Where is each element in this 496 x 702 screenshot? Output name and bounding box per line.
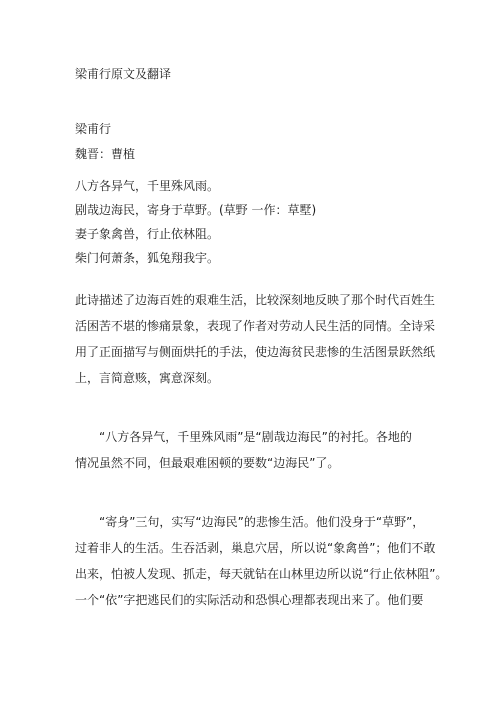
poem-line: 八方各异气，千里殊风雨。 bbox=[75, 179, 220, 193]
poem-line: 妻子象禽兽，行止依林阻。 bbox=[75, 227, 220, 241]
analysis-paragraph-line: 活困苦不堪的惨痛景象，表现了作者对劳动人民生活的同情。全诗采 bbox=[75, 319, 436, 333]
analysis-paragraph-line: 一个“依”字把逃民们的实际活动和恐惧心理都表现出来了。他们要 bbox=[75, 593, 424, 607]
analysis-paragraph-line: “八方各异气，千里殊风雨”是“剧哉边海民”的衬托。各地的 bbox=[99, 430, 412, 444]
poem-title: 梁甫行 bbox=[75, 122, 112, 136]
document-title: 梁甫行原文及翻译 bbox=[75, 67, 172, 81]
analysis-paragraph-line: 用了正面描写与侧面烘托的手法，使边海贫民悲惨的生活图景跃然纸 bbox=[75, 345, 436, 359]
poem-line: 剧哉边海民，寄身于草野。(草野 一作：草墅) bbox=[75, 203, 317, 217]
poem-author: 魏晋：曹植 bbox=[75, 147, 136, 161]
analysis-paragraph-line: 出来，怕被人发现、抓走，每天就钻在山林里边所以说“行止依林阻”。 bbox=[75, 567, 448, 581]
analysis-paragraph-line: 上，言简意赅，寓意深刻。 bbox=[75, 371, 220, 385]
poem-line: 柴门何萧条，狐兔翔我宇。 bbox=[75, 251, 220, 265]
analysis-paragraph-line: 此诗描述了边海百姓的艰难生活，比较深刻地反映了那个时代百姓生 bbox=[75, 293, 436, 307]
analysis-paragraph-line: 过着非人的生活。生吞活剥，巢息穴居，所以说“象禽兽”；他们不敢 bbox=[75, 541, 436, 555]
analysis-paragraph-line: 情况虽然不同，但最艰难困顿的要数“边海民”了。 bbox=[75, 456, 340, 470]
analysis-paragraph-line: “寄身”三句，实写“边海民”的悲惨生活。他们没身于“草野”， bbox=[99, 515, 425, 529]
